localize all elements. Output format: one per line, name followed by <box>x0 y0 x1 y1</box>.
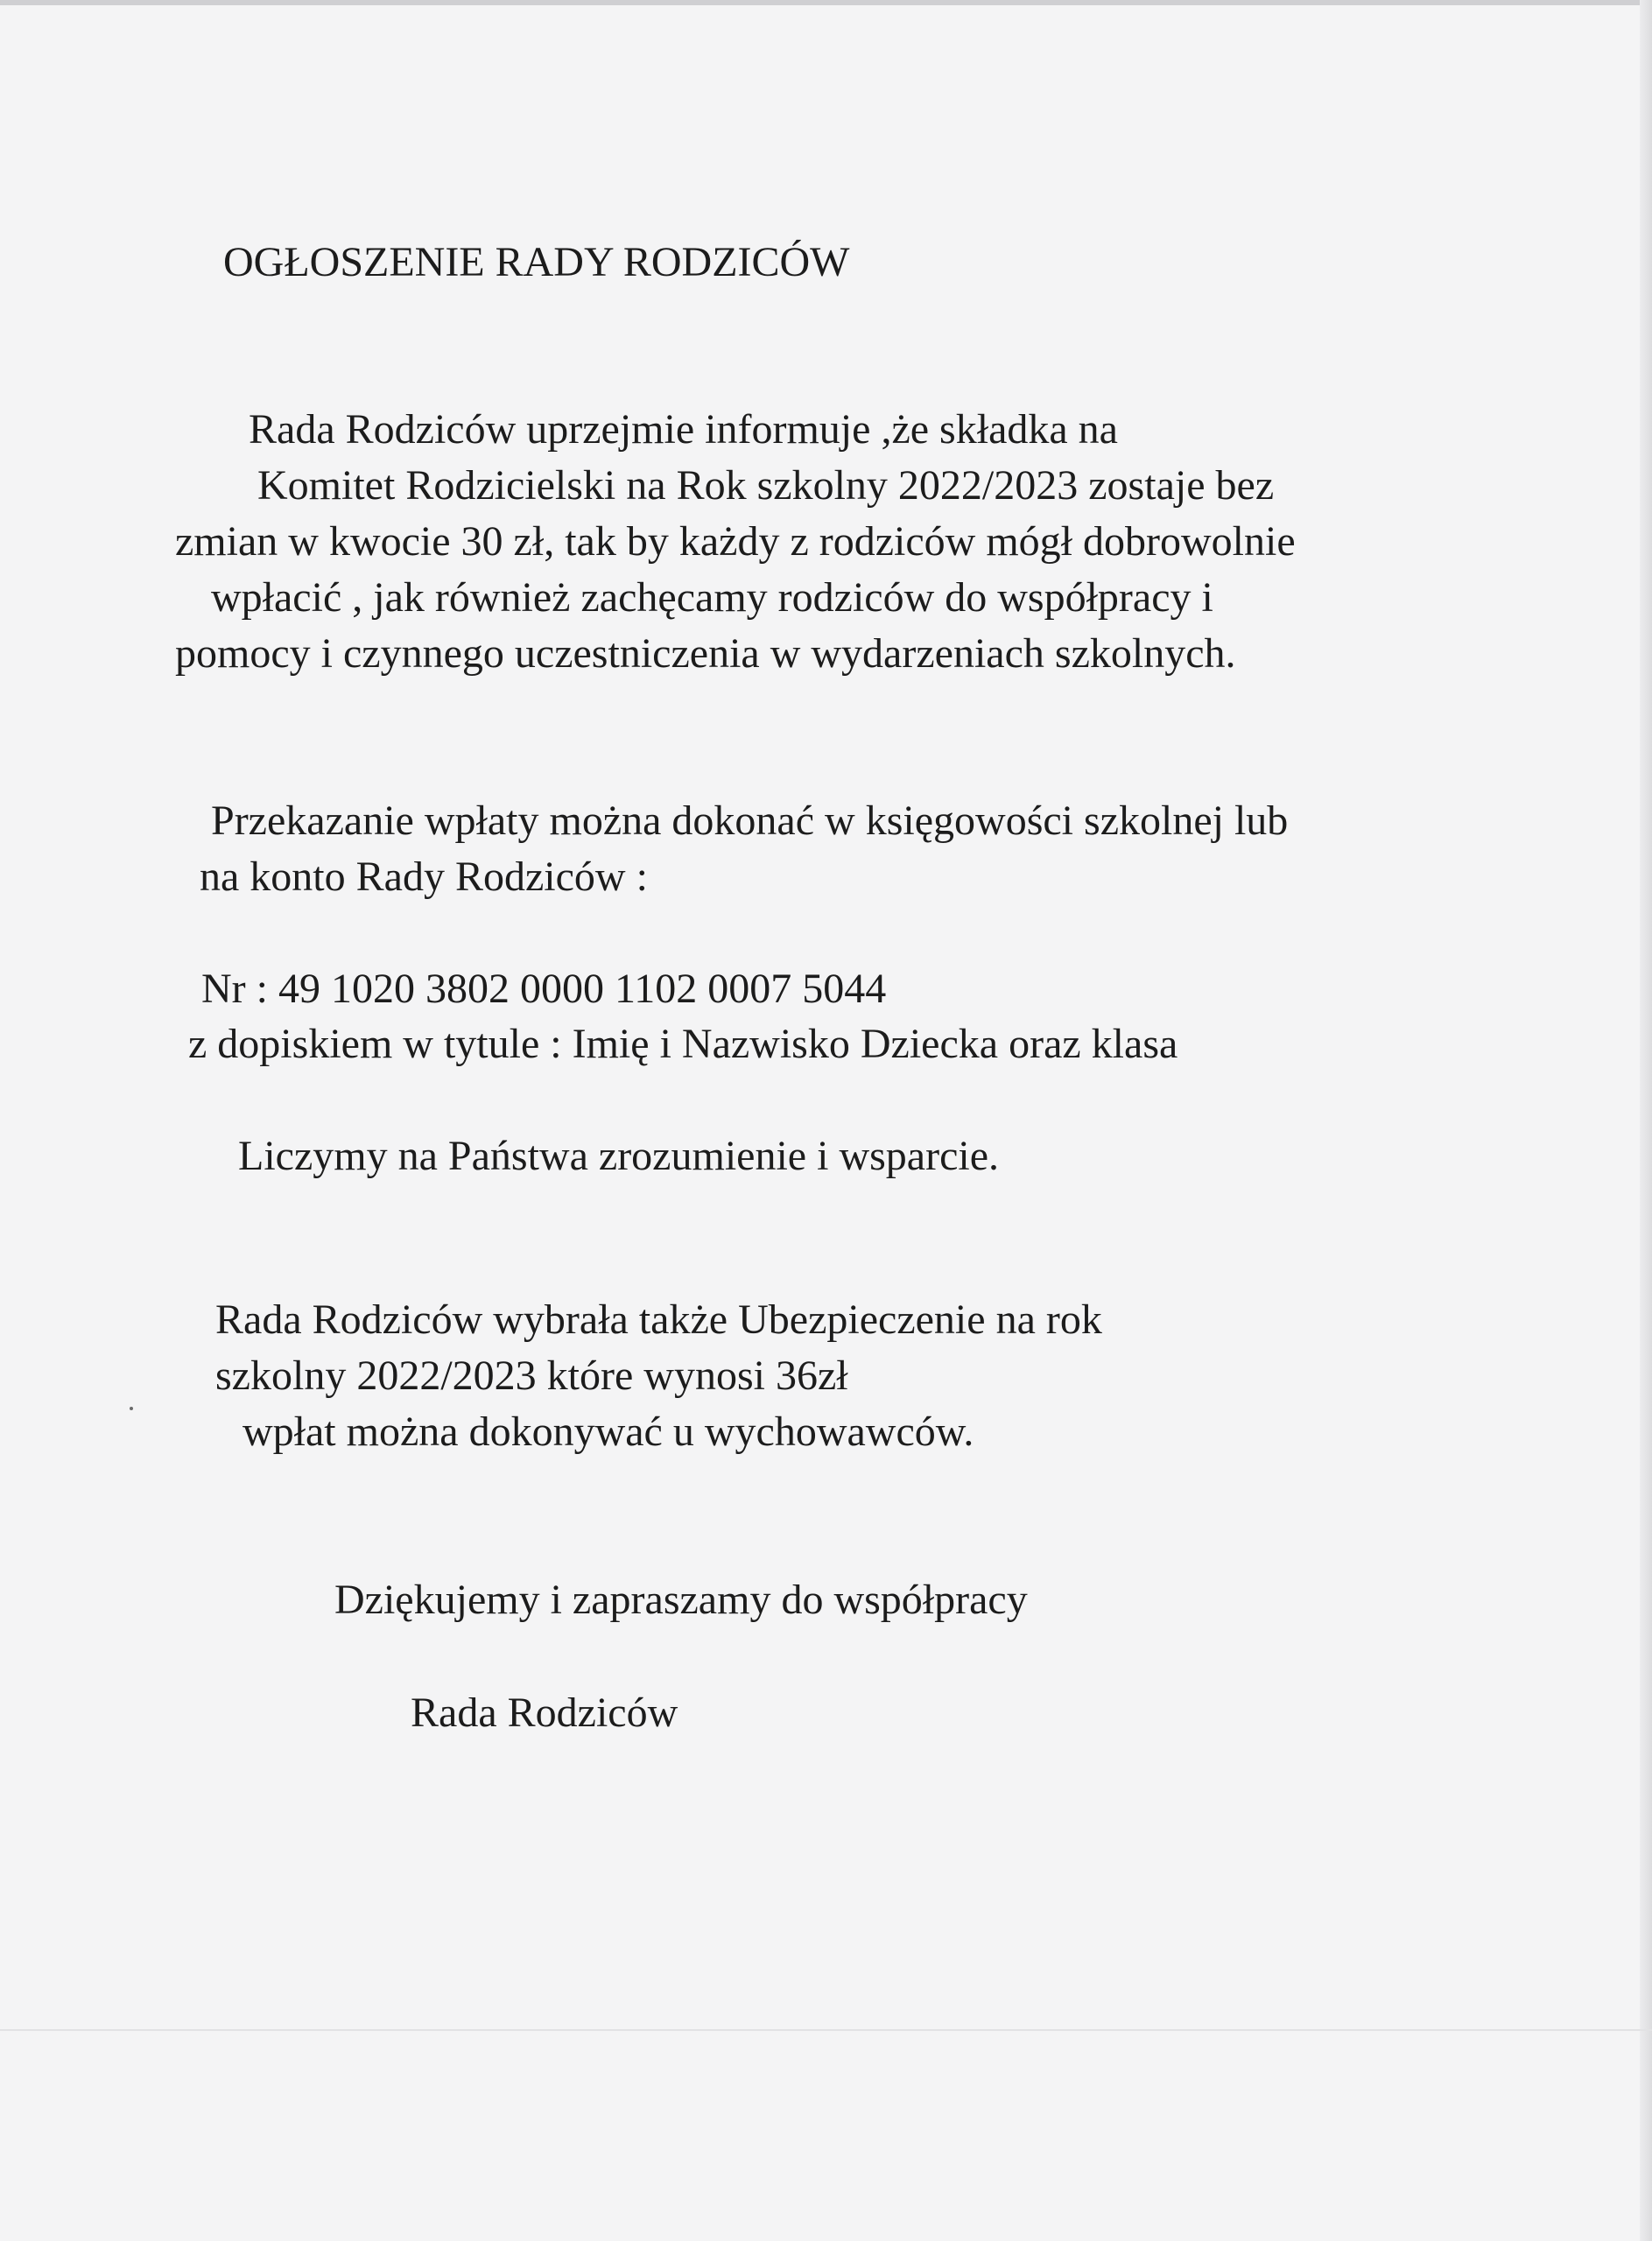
page-title: OGŁOSZENIE RADY RODZICÓW <box>223 239 850 285</box>
paragraph3-line-1: Rada Rodziców wybrała także Ubezpieczenie na rok <box>215 1296 1102 1343</box>
account-number: Nr : 49 1020 3802 0000 1102 0007 5044 <box>201 966 887 1012</box>
transfer-title-note: z dopiskiem w tytule : Imię i Nazwisko Dziecka oraz klasa <box>188 1021 1178 1067</box>
paragraph1-line-2: Komitet Rodzicielski na Rok szkolny 2022/2023 zostaje bez <box>257 462 1275 509</box>
paragraph1-line-5: pomocy i czynnego uczestniczenia w wydarzeniach szkolnych. <box>175 630 1236 677</box>
paragraph1-line-1: Rada Rodziców uprzejmie informuje ,że składka na <box>249 406 1118 453</box>
scan-artifact-line <box>0 2029 1652 2031</box>
paragraph2-line-1: Przekazanie wpłaty można dokonać w księgowości szkolnej lub <box>211 797 1289 844</box>
paragraph3-line-3: wpłat można dokonywać u wychowawców. <box>243 1409 974 1455</box>
support-line: Liczymy na Państwa zrozumienie i wsparcie. <box>238 1133 1000 1179</box>
scan-right-edge <box>1640 0 1652 2241</box>
paragraph2-line-2: na konto Rady Rodziców : <box>200 854 648 900</box>
scan-speck <box>130 1407 133 1410</box>
scan-top-edge <box>0 0 1652 5</box>
paragraph1-line-4: wpłacić , jak również zachęcamy rodziców do współpracy i <box>211 574 1213 621</box>
signature: Rada Rodziców <box>411 1690 678 1736</box>
paragraph3-line-2: szkolny 2022/2023 które wynosi 36zł <box>215 1352 848 1399</box>
closing-line: Dziękujemy i zapraszamy do współpracy <box>334 1577 1028 1623</box>
paragraph1-line-3: zmian w kwocie 30 zł, tak by każdy z rodziców mógł dobrowolnie <box>175 518 1296 565</box>
